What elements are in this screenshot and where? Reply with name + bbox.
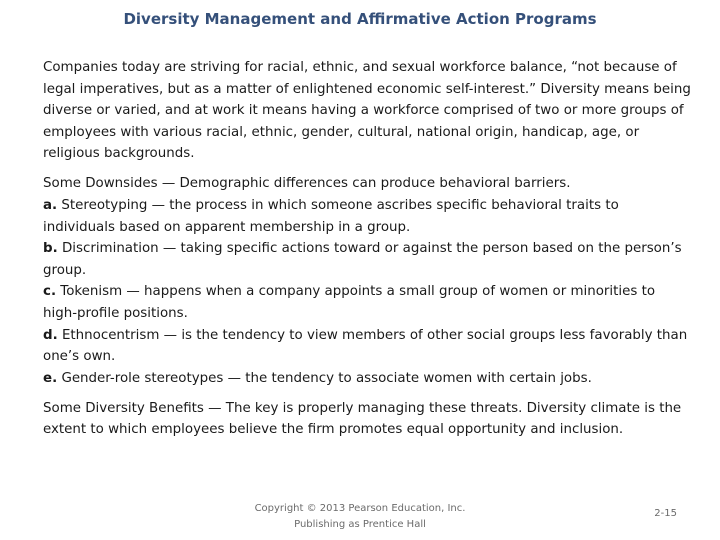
intro-paragraph: Companies today are striving for racial, ethnic, and sexual workforce balance, “not because of legal imperatives, but as a matter of enlightened economic self-interest.” Diversity means being diverse or varied, and at work it means having a workforce comprised of two or more groups of employees with various racial, ethnic, gender, cultural, national origin, handicap, age, or religious backgrounds. [43, 60, 691, 162]
benefits-paragraph: Some Diversity Benefits — The key is properly managing these threats. Diversity climate is the extent to which employees believe the firm promotes equal opportunity and inclusion. [43, 400, 682, 438]
downside-item-ethnocentrism [43, 325, 693, 368]
downside-item-discrimination [43, 238, 693, 281]
copyright-line-2: Publishing as Prentice Hall [294, 518, 426, 530]
item-text: Stereotyping — the process in which someone ascribes specific behavioral traits to individuals based on apparent membership in a group. [43, 197, 619, 235]
downside-item-tokenism [43, 281, 693, 324]
copyright-line-1: Copyright © 2013 Pearson Education, Inc. [254, 503, 466, 514]
item-label: a. [43, 197, 58, 213]
item-text: Gender-role stereotypes — the tendency to associate women with certain jobs. [61, 370, 592, 386]
item-label: d. [43, 327, 58, 343]
slide-body [43, 57, 693, 441]
item-text: Ethnocentrism — is the tendency to view members of other social groups less favorably than one’s own. [43, 327, 688, 365]
item-text: Discrimination — taking specific actions toward or against the person based on the person’s group. [43, 241, 682, 278]
downside-item-gender-role [43, 368, 693, 390]
page-number: 2-15 [654, 508, 677, 519]
item-label: e. [43, 370, 58, 386]
item-label: b. [43, 241, 58, 257]
item-text: Tokenism — happens when a company appoints a small group of women or minorities to high-profile positions. [43, 284, 656, 321]
slide-title: Diversity Management and Affirmative Action Programs [123, 10, 597, 28]
item-label: c. [43, 284, 57, 300]
downside-item-stereotyping [43, 195, 693, 238]
downsides-section [43, 173, 693, 389]
downsides-heading: Some Downsides — Demographic differences can produce behavioral barriers. [43, 176, 571, 192]
copyright-footer [210, 501, 510, 532]
